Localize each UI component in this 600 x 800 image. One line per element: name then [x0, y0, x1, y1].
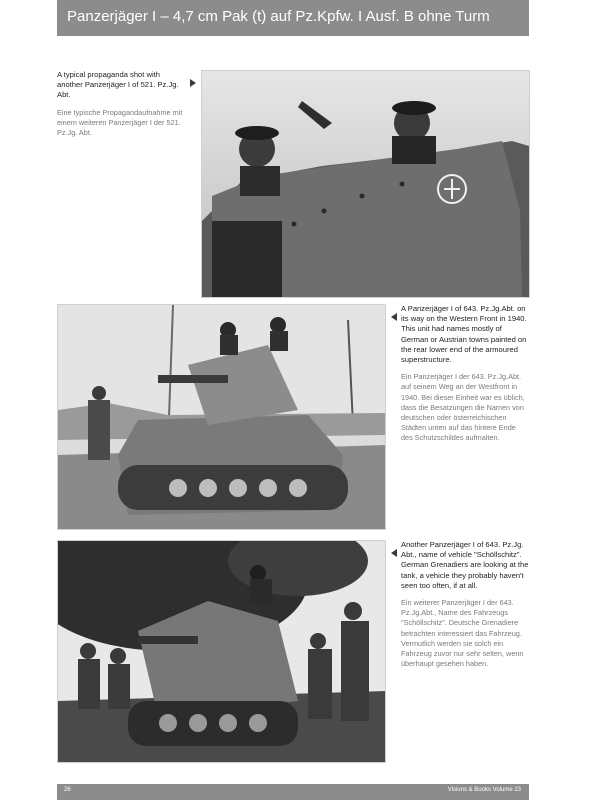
- pointer-right-icon: [190, 79, 196, 87]
- caption-german: Ein weiterer Panzerjäger I der 643. Pz.Jg.Abt., Name des Fahrzeugs "Schöllschitz". Deutsche Grenadiere betrachten interessiert das Fahrzeug. Vermutlich werden sie solch ein Fahrzeug zuvor nur sehr selten, wenn überhaupt gesehen haben.: [401, 598, 524, 669]
- photo-image: [58, 541, 385, 762]
- caption-german: Ein Panzerjäger I der 643. Pz.Jg.Abt. auf seinem Weg an der Westfront in 1940. Bei dieser Einheit war es üblich, dass die Besatzungen die Namen von deutschen oder österreichischen Städten unten auf das hintere Ende des Schutzschildes aufmalten.: [401, 372, 525, 443]
- caption-german: Eine typische Propagandaufnahme mit einem weiteren Panzerjäger I der 521. Pz.Jg. Abt.: [57, 107, 183, 138]
- caption-english: A typical propaganda shot with another Panzerjäger I of 521. Pz.Jg. Abt.: [57, 70, 179, 100]
- page-header: [57, 0, 529, 36]
- photo-schollschitz-grenadiers: [57, 540, 386, 763]
- page-number: 26: [64, 787, 71, 793]
- series-title: Visions & Books Volume 23: [447, 787, 521, 793]
- caption-english: Another Panzerjäger I of 643. Pz.Jg. Abt., name of vehicle "Schöllschitz". German Grenadiers are looking at the tank, a vehicle they probably haven't seen too often, if at all.: [401, 540, 529, 590]
- pointer-left-icon: [391, 313, 397, 321]
- photo-western-front-1940: [57, 304, 386, 530]
- photo-propaganda-shot: [201, 70, 530, 298]
- pointer-left-icon: [391, 549, 397, 557]
- page-footer: [57, 784, 529, 800]
- caption-photo-3: [401, 540, 529, 669]
- caption-english: A Panzerjäger I of 643. Pz.Jg.Abt. on its way on the Western Front in 1940. This unit had names mostly of German or Austrian towns painted on the rear lower end of the armoured superstructure.: [401, 304, 527, 365]
- page-title: Panzerjäger I – 4,7 cm Pak (t) auf Pz.Kpfw. I Ausf. B ohne Turm: [67, 8, 490, 25]
- caption-photo-2: [401, 304, 529, 444]
- photo-image: [58, 305, 385, 529]
- caption-photo-1: [57, 70, 185, 138]
- photo-image: [202, 71, 529, 297]
